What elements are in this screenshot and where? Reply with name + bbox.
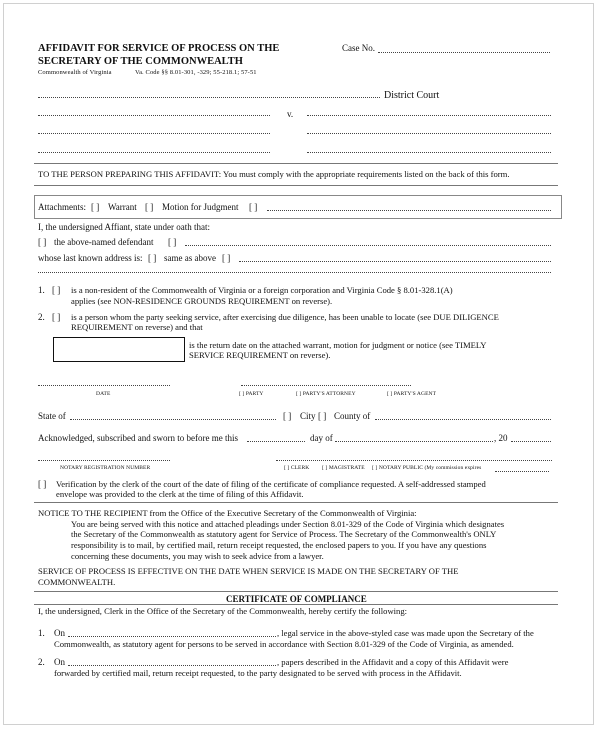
same-address-label: same as above	[164, 253, 216, 263]
item-2-text-line2: REQUIREMENT on reverse) and that	[71, 322, 203, 332]
date-caption: DATE	[96, 391, 111, 397]
return-date-text-line1: is the return date on the attached warrant, motion for judgment or notice (see TIMELY	[189, 340, 487, 350]
clerk-option[interactable]: [ ] CLERK	[284, 465, 310, 471]
year-label: , 20	[494, 433, 508, 443]
verification-checkbox[interactable]: [ ]	[38, 479, 47, 489]
notary-registration-line[interactable]	[38, 460, 170, 461]
item-1-number: 1.	[38, 285, 45, 295]
effective-text-line1: SERVICE OF PROCESS IS EFFECTIVE ON THE DATE WHEN SERVICE IS MADE ON THE SECRETARY OF THE	[38, 566, 459, 576]
code-reference: Va. Code §§ 8.01-301, -329; 55-218.1; 57-51	[135, 69, 257, 76]
verification-text-line2: envelope was provided to the clerk at the time of filing of this Affidavit.	[56, 489, 304, 499]
notice-line: concerning these documents, you may wish to seek advice from a lawyer.	[71, 551, 324, 561]
other-address-checkbox[interactable]: [ ]	[222, 253, 231, 263]
defendant-field-2[interactable]	[307, 133, 551, 134]
defendant-field-1[interactable]	[307, 115, 551, 116]
court-name-field[interactable]	[38, 97, 380, 98]
plaintiff-field-3[interactable]	[38, 152, 270, 153]
service-date-field[interactable]	[68, 636, 276, 637]
divider	[34, 591, 558, 592]
certificate-heading: CERTIFICATE OF COMPLIANCE	[226, 594, 367, 604]
date-signature-line[interactable]	[38, 385, 170, 386]
ack-year-field[interactable]	[511, 441, 551, 442]
party-agent-option[interactable]: [ ] PARTY'S AGENT	[387, 391, 437, 397]
return-date-text-line2: SERVICE REQUIREMENT on reverse).	[189, 350, 331, 360]
divider	[34, 604, 558, 605]
other-attachment-field[interactable]	[267, 210, 551, 211]
case-no-field[interactable]	[378, 52, 550, 53]
defendant-other-checkbox[interactable]: [ ]	[168, 237, 177, 247]
defendant-name-field[interactable]	[185, 245, 551, 246]
acknowledged-text: Acknowledged, subscribed and sworn to before me this	[38, 433, 238, 443]
divider	[34, 502, 558, 503]
instructions: TO THE PERSON PREPARING THIS AFFIDAVIT: You must comply with the appropriate requirements listed on the back of this form.	[38, 169, 510, 179]
certificate-item-1-text: , legal service in the above-styled case was made upon the Secretary of the	[277, 628, 534, 638]
certificate-item-2-line2: forwarded by certified mail, return receipt requested, to the party designated to be served with process in the Affidavit.	[54, 668, 462, 678]
notary-registration-caption: NOTARY REGISTRATION NUMBER	[60, 465, 151, 471]
district-court-label: District Court	[384, 90, 440, 101]
item-2-number: 2.	[38, 312, 45, 322]
certificate-item-1-on: On	[54, 628, 65, 638]
warrant-checkbox[interactable]: [ ]	[91, 202, 100, 212]
mailing-date-field[interactable]	[68, 665, 276, 666]
party-option[interactable]: [ ] PARTY	[239, 391, 264, 397]
item-1-text-line1: is a non-resident of the Commonwealth of Virginia or a foreign corporation and Virginia Code § 8.01-328.1(A)	[71, 285, 453, 295]
form-title	[38, 42, 279, 68]
county-label: County of	[334, 411, 371, 421]
item-1-checkbox[interactable]: [ ]	[52, 285, 61, 295]
certificate-item-2-on: On	[54, 657, 65, 667]
jurisdiction: Commonwealth of Virginia	[38, 69, 112, 76]
versus-label: v.	[287, 109, 294, 119]
item-2-checkbox[interactable]: [ ]	[52, 312, 61, 322]
warrant-label: Warrant	[108, 202, 137, 212]
notice-line: responsibility is to mail, by certified mail, return receipt requested, the enclosed papers to you. If you have any questions	[71, 540, 487, 550]
certificate-item-1-line2: Commonwealth, as statutory agent for persons to be served in accordance with Section 8.01-329 of the Code of Virginia, as amended.	[54, 639, 514, 649]
officer-signature-line[interactable]	[276, 460, 552, 461]
magistrate-option[interactable]: [ ] MAGISTRATE	[322, 465, 365, 471]
defendant-checkbox[interactable]: [ ]	[38, 237, 47, 247]
commission-expires-field[interactable]	[495, 471, 549, 472]
plaintiff-field-2[interactable]	[38, 133, 270, 134]
notary-public-option[interactable]: [ ] NOTARY PUBLIC (My commission expires	[372, 465, 482, 471]
motion-checkbox[interactable]: [ ]	[145, 202, 154, 212]
case-no-label: Case No.	[342, 43, 375, 53]
defendant-field-3[interactable]	[307, 152, 551, 153]
party-attorney-option[interactable]: [ ] PARTY'S ATTORNEY	[296, 391, 356, 397]
effective-text-line2: COMMONWEALTH.	[38, 577, 116, 587]
certificate-item-1-number: 1.	[38, 628, 45, 638]
item-2-text-line1: is a person whom the party seeking service, after exercising due diligence, has been unable to locate (see DUE DILIGENCE	[71, 312, 499, 322]
certificate-item-2-text: , papers described in the Affidavit and a copy of this Affidavit were	[277, 657, 509, 667]
form-title-line1: AFFIDAVIT FOR SERVICE OF PROCESS ON THE	[38, 43, 280, 54]
plaintiff-field-1[interactable]	[38, 115, 270, 116]
ack-day-field[interactable]	[247, 441, 305, 442]
ack-month-field[interactable]	[335, 441, 493, 442]
city-county-field[interactable]	[375, 419, 551, 420]
form-title-line2: SECRETARY OF THE COMMONWEALTH	[38, 56, 243, 67]
notice-heading: NOTICE TO THE RECIPIENT from the Office of the Executive Secretary of the Commonwealth of Virginia:	[38, 508, 417, 518]
affiant-statement: I, the undersigned Affiant, state under oath that:	[38, 222, 211, 232]
attachments-label: Attachments:	[38, 202, 86, 212]
divider	[34, 185, 558, 186]
same-address-checkbox[interactable]: [ ]	[148, 253, 157, 263]
form-page	[3, 3, 594, 725]
address-field-2[interactable]	[38, 272, 551, 273]
state-field[interactable]	[70, 419, 276, 420]
return-date-box[interactable]	[53, 337, 185, 362]
day-of-label: day of	[310, 433, 333, 443]
divider	[34, 163, 558, 164]
address-label: whose last known address is:	[38, 253, 143, 263]
address-field[interactable]	[239, 261, 551, 262]
county-checkbox[interactable]: [ ]	[318, 411, 327, 421]
notice-line: You are being served with this notice and attached pleadings under Section 8.01-329 of the Code of Virginia which designates	[71, 519, 505, 529]
item-1-text-line2: applies (see NON-RESIDENCE GROUNDS REQUIREMENT on reverse).	[71, 296, 333, 306]
other-checkbox[interactable]: [ ]	[249, 202, 258, 212]
city-label: City	[300, 411, 316, 421]
notice-line: the Secretary of the Commonwealth as statutory agent for Service of Process. The Secretary of the Commonwealth's ONLY	[71, 529, 497, 539]
certificate-item-2-number: 2.	[38, 657, 45, 667]
state-of-label: State of	[38, 411, 66, 421]
motion-label: Motion for Judgment	[162, 202, 239, 212]
verification-text-line1: Verification by the clerk of the court of the date of filing of the certificate of compliance requested. A self-addressed stamped	[56, 479, 486, 489]
defendant-label: the above-named defendant	[54, 237, 154, 247]
certificate-intro: I, the undersigned, Clerk in the Office of the Secretary of the Commonwealth, hereby certify the following:	[38, 606, 408, 616]
affiant-signature-line[interactable]	[241, 385, 411, 386]
city-checkbox[interactable]: [ ]	[283, 411, 292, 421]
